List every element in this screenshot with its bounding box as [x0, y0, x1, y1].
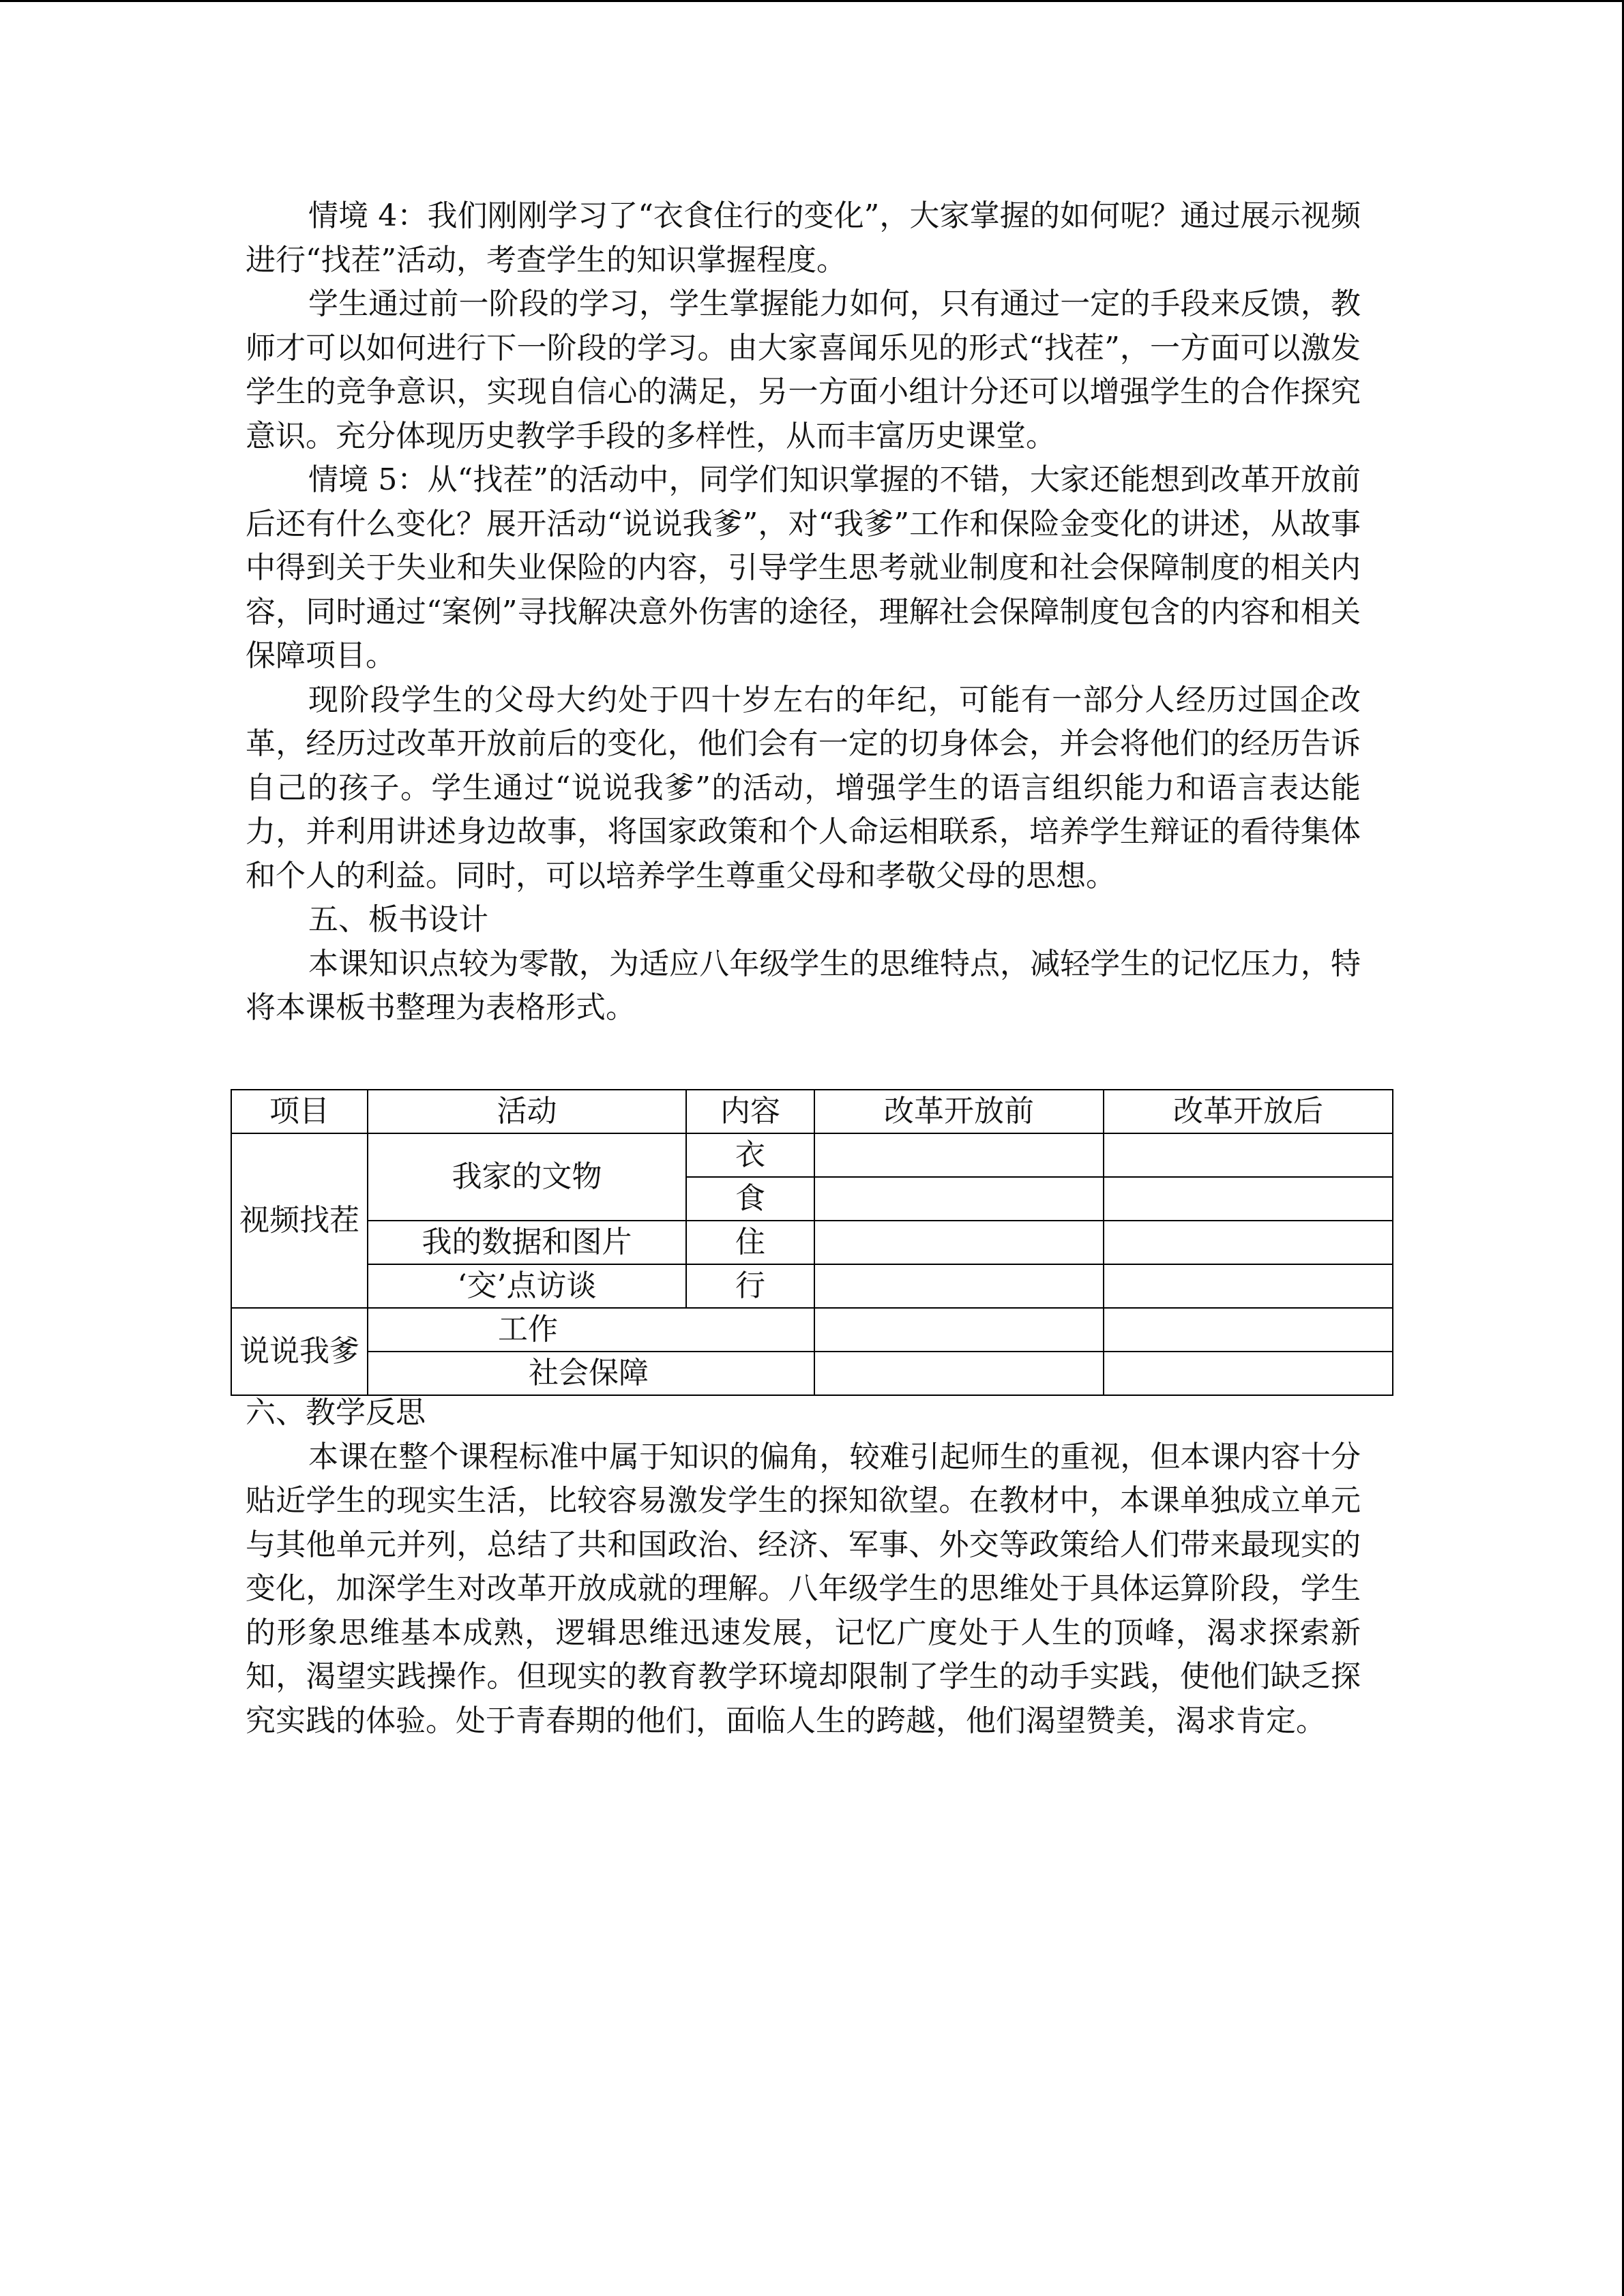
empty-cell: [814, 1133, 1104, 1177]
empty-cell: [1104, 1133, 1393, 1177]
activity-cell: 我的数据和图片: [368, 1221, 686, 1264]
empty-cell: [1104, 1221, 1393, 1264]
table-row: [231, 1133, 1393, 1177]
activity-cell: 工作: [368, 1308, 814, 1352]
empty-cell: [1104, 1352, 1393, 1395]
section-heading-reflection: 六、教学反思: [246, 1395, 426, 1430]
empty-cell: [814, 1264, 1104, 1308]
table-row: [231, 1308, 1393, 1352]
content-cell: 衣: [686, 1133, 814, 1177]
content-cell: 住: [686, 1221, 814, 1264]
activity-cell: ‘交’点访谈: [368, 1264, 686, 1308]
table-row: [231, 1264, 1393, 1308]
body-text-after-table: [246, 1391, 1361, 1743]
header-cell: 内容: [686, 1090, 814, 1133]
paragraph-scenario-4: 情境 4：我们刚刚学习了“衣食住行的变化”，大家掌握的如何呢？通过展示视频进行“找茬”活动，考查学生的知识掌握程度。: [246, 198, 1361, 278]
section-heading-board-design: 五、板书设计: [308, 902, 488, 937]
page-border-top: [0, 0, 1624, 2]
paragraph-reflection: 本课在整个课程标准中属于知识的偏角，较难引起师生的重视，但本课内容十分贴近学生的现实生活，比较容易激发学生的探知欲望。在教材中，本课单独成立单元与其他单元并列，总结了共和国政治、经济、军事、外交等政策给人们带来最现实的变化，加深学生对改革开放成就的理解。八年级学生的思维处于具体运算阶段，学生的形象思维基本成熟，逻辑思维迅速发展，记忆广度处于人生的顶峰，渴求探索新知，渴望实践操作。但现实的教育教学环境却限制了学生的动手实践，使他们缺乏探究实践的体验。处于青春期的他们，面临人生的跨越，他们渴望赞美，渴求肯定。: [246, 1439, 1361, 1738]
paragraph-board-design: 本课知识点较为零散，为适应八年级学生的思维特点，减轻学生的记忆压力，特将本课板书整理为表格形式。: [246, 946, 1361, 1025]
empty-cell: [814, 1221, 1104, 1264]
activity-cell: 社会保障: [368, 1352, 814, 1395]
table-header-row: [231, 1090, 1393, 1133]
body-text-before-table: [246, 194, 1361, 1030]
header-cell: 改革开放后: [1104, 1090, 1393, 1133]
board-design-table: [231, 1089, 1393, 1396]
empty-cell: [1104, 1177, 1393, 1221]
empty-cell: [814, 1352, 1104, 1395]
content-cell: 食: [686, 1177, 814, 1221]
table-row: [231, 1221, 1393, 1264]
empty-cell: [814, 1308, 1104, 1352]
header-cell: 项目: [231, 1090, 368, 1133]
activity-cell: 我家的文物: [368, 1133, 686, 1221]
empty-cell: [1104, 1308, 1393, 1352]
header-cell: 改革开放前: [814, 1090, 1104, 1133]
content-cell: 行: [686, 1264, 814, 1308]
paragraph-scenario-5-analysis: 现阶段学生的父母大约处于四十岁左右的年纪，可能有一部分人经历过国企改革，经历过改革开放前后的变化，他们会有一定的切身体会，并会将他们的经历告诉自己的孩子。学生通过“说说我爹”的活动，增强学生的语言组织能力和语言表达能力，并利用讲述身边故事，将国家政策和个人命运相联系，培养学生辩证的看待集体和个人的利益。同时，可以培养学生尊重父母和孝敬父母的思想。: [246, 682, 1361, 893]
table-row: [231, 1352, 1393, 1395]
header-cell: 活动: [368, 1090, 686, 1133]
empty-cell: [814, 1177, 1104, 1221]
paragraph-scenario-4-analysis: 学生通过前一阶段的学习，学生掌握能力如何，只有通过一定的手段来反馈，教师才可以如何进行下一阶段的学习。由大家喜闻乐见的形式“找茬”，一方面可以激发学生的竞争意识，实现自信心的满足，另一方面小组计分还可以增强学生的合作探究意识。充分体现历史教学手段的多样性，从而丰富历史课堂。: [246, 286, 1361, 453]
group-cell-video: 视频找茬: [231, 1133, 368, 1308]
empty-cell: [1104, 1264, 1393, 1308]
paragraph-scenario-5: 情境 5：从“找茬”的活动中，同学们知识掌握的不错，大家还能想到改革开放前后还有什么变化？展开活动“说说我爹”，对“我爹”工作和保险金变化的讲述，从故事中得到关于失业和失业保险的内容，引导学生思考就业制度和社会保障制度的相关内容，同时通过“案例”寻找解决意外伤害的途径，理解社会保障制度包含的内容和相关保障项目。: [246, 462, 1361, 673]
group-cell-dad: 说说我爹: [231, 1308, 368, 1395]
